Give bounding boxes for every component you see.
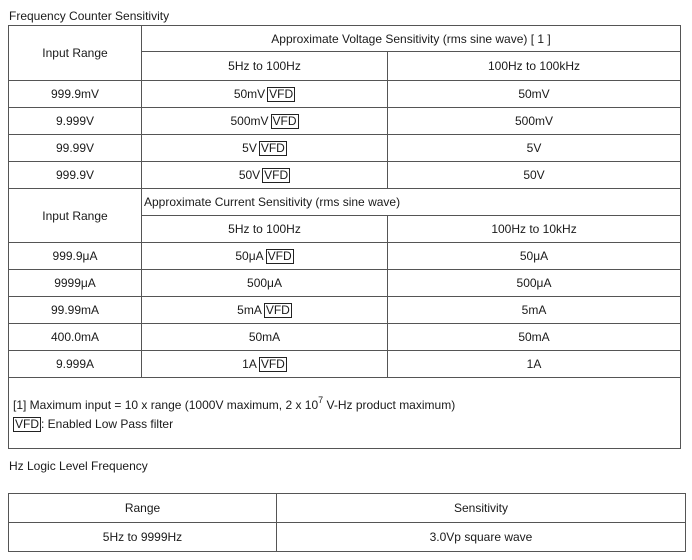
voltage-header-row: [9, 26, 681, 52]
table-row: [9, 270, 681, 297]
range-cell: 9999μA: [9, 270, 142, 297]
sensitivity-table: [8, 25, 681, 449]
low-band-cell: 50μA VFD: [142, 243, 388, 270]
note-vfd: VFD : Enabled Low Pass filter: [15, 417, 174, 431]
table-row: [9, 162, 681, 189]
vfd-badge: VFD: [264, 167, 289, 182]
hz-range-header: Range: [9, 494, 277, 523]
low-band-cell: 1A VFD: [142, 351, 388, 378]
current-col-high: 100Hz to 10kHz: [388, 216, 681, 243]
table-row: [9, 351, 681, 378]
hz-sensitivity-header: Sensitivity: [277, 494, 686, 523]
range-cell: 400.0mA: [9, 324, 142, 351]
note-exponent: 7: [318, 395, 324, 405]
range-cell: 999.9μA: [9, 243, 142, 270]
current-sensitivity-header: Approximate Current Sensitivity (rms sine wave): [142, 189, 681, 216]
voltage-sensitivity-header: Approximate Voltage Sensitivity (rms sine wave) [ 1 ]: [142, 26, 681, 52]
table-row: [9, 135, 681, 162]
sensitivity-title: Frequency Counter Sensitivity: [9, 9, 170, 23]
vfd-badge: VFD: [260, 356, 285, 371]
high-band-cell: 50mV: [388, 81, 681, 108]
range-cell: 999.9V: [9, 162, 142, 189]
vfd-badge: VFD: [272, 113, 297, 128]
low-band-cell: 500μA: [142, 270, 388, 297]
low-band-cell: 50V VFD: [142, 162, 388, 189]
low-band-cell: 5mA VFD: [142, 297, 388, 324]
high-band-cell: 500mV: [388, 108, 681, 135]
hz-range-cell: 5Hz to 9999Hz: [9, 523, 277, 552]
vfd-badge: VFD: [269, 86, 294, 101]
input-range-header: Input Range: [9, 26, 142, 81]
hz-sensitivity-cell: 3.0Vp square wave: [277, 523, 686, 552]
table-row: [9, 81, 681, 108]
vfd-badge: VFD: [267, 248, 292, 263]
high-band-cell: 500μA: [388, 270, 681, 297]
notes-cell: [9, 378, 681, 449]
current-rows: [9, 243, 681, 378]
low-band-cell: 50mV VFD: [142, 81, 388, 108]
table-row: [9, 324, 681, 351]
table-row: [9, 297, 681, 324]
hz-rows: [9, 523, 686, 552]
high-band-cell: 50mA: [388, 324, 681, 351]
notes-row: [9, 378, 681, 449]
range-cell: 9.999A: [9, 351, 142, 378]
low-band-cell: 5V VFD: [142, 135, 388, 162]
input-range-header: Input Range: [9, 189, 142, 243]
vfd-badge: VFD: [265, 302, 290, 317]
voltage-rows: [9, 81, 681, 189]
note-max-input: [1] Maximum input = 10 x range (1000V maximum, 2 x $10^7$ V-Hz product maximum): [13, 395, 456, 412]
table-row: [9, 523, 686, 552]
range-cell: 99.99mA: [9, 297, 142, 324]
range-cell: 999.9mV: [9, 81, 142, 108]
low-band-cell: 50mA: [142, 324, 388, 351]
table-row: [9, 108, 681, 135]
voltage-col-high: 100Hz to 100kHz: [388, 52, 681, 81]
voltage-col-low: 5Hz to 100Hz: [142, 52, 388, 81]
range-cell: 9.999V: [9, 108, 142, 135]
high-band-cell: 50V: [388, 162, 681, 189]
high-band-cell: 5V: [388, 135, 681, 162]
hz-header-row: [9, 494, 686, 523]
low-band-cell: 500mV VFD: [142, 108, 388, 135]
high-band-cell: 5mA: [388, 297, 681, 324]
hz-logic-table: [8, 493, 686, 552]
vfd-badge: VFD: [260, 140, 285, 155]
range-cell: 99.99V: [9, 135, 142, 162]
high-band-cell: 50μA: [388, 243, 681, 270]
current-col-low: 5Hz to 100Hz: [142, 216, 388, 243]
vfd-badge: VFD: [15, 417, 39, 431]
high-band-cell: 1A: [388, 351, 681, 378]
table-row: [9, 243, 681, 270]
current-header-row: [9, 189, 681, 216]
hz-logic-title: Hz Logic Level Frequency: [9, 459, 148, 473]
